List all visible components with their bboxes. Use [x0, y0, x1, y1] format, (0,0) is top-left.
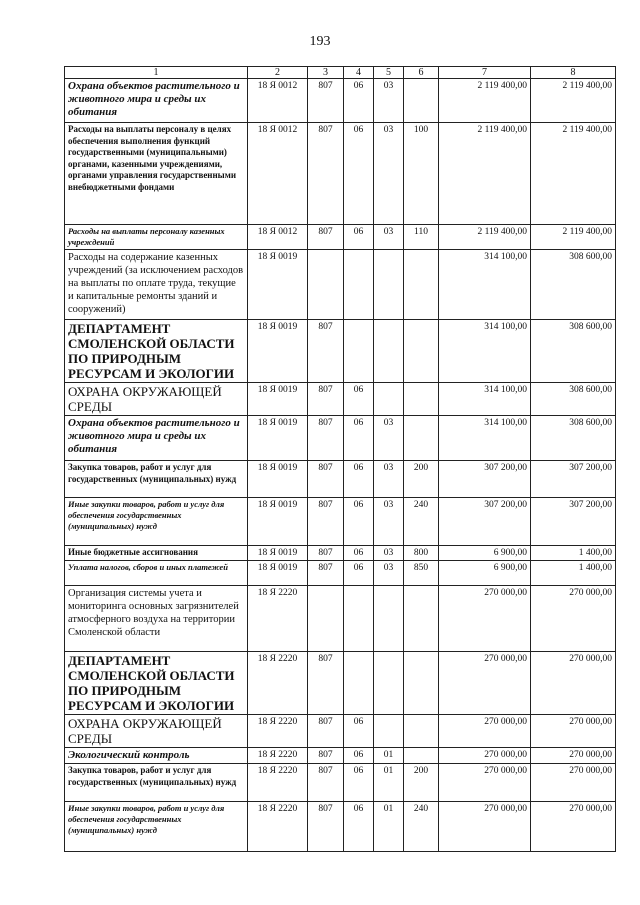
amount-year-2: 270 000,00 [531, 652, 616, 715]
ministry-code: 807 [308, 802, 344, 852]
subsection-code: 01 [374, 802, 404, 852]
section-code: 06 [344, 123, 374, 225]
section-code [344, 250, 374, 320]
amount-year-2: 270 000,00 [531, 715, 616, 748]
amount-year-1: 314 100,00 [439, 383, 531, 416]
row-name: ОХРАНА ОКРУЖАЮЩЕЙ СРЕДЫ [65, 715, 248, 748]
target-article: 18 Я 0019 [248, 546, 308, 561]
subsection-code [374, 652, 404, 715]
header-cell: 6 [404, 67, 439, 79]
target-article: 18 Я 0019 [248, 416, 308, 461]
target-article: 18 Я 0019 [248, 461, 308, 498]
section-code: 06 [344, 748, 374, 764]
row-name: Закупка товаров, работ и услуг для государственных (муниципальных) нужд [65, 764, 248, 802]
subsection-code [374, 383, 404, 416]
section-code: 06 [344, 561, 374, 586]
table-row [65, 123, 616, 225]
subsection-code: 03 [374, 225, 404, 250]
budget-table [64, 66, 616, 852]
target-article: 18 Я 0012 [248, 79, 308, 123]
amount-year-2: 1 400,00 [531, 546, 616, 561]
target-article: 18 Я 0019 [248, 320, 308, 383]
row-name: Уплата налогов, сборов и иных платежей [65, 561, 248, 586]
amount-year-1: 2 119 400,00 [439, 79, 531, 123]
row-name: Расходы на содержание казенных учреждений (за исключением расходов на выплаты по оплате труда, текущие и капитальные ремонты зданий и сооружений) [65, 250, 248, 320]
header-cell: 4 [344, 67, 374, 79]
row-name: ОХРАНА ОКРУЖАЮЩЕЙ СРЕДЫ [65, 383, 248, 416]
header-cell: 5 [374, 67, 404, 79]
row-name: ДЕПАРТАМЕНТ СМОЛЕНСКОЙ ОБЛАСТИ ПО ПРИРОДНЫМ РЕСУРСАМ И ЭКОЛОГИИ [65, 320, 248, 383]
row-name: Иные закупки товаров, работ и услуг для обеспечения государственных (муниципальных) нужд [65, 802, 248, 852]
row-name: Иные закупки товаров, работ и услуг для обеспечения государственных (муниципальных) нужд [65, 498, 248, 546]
target-article: 18 Я 0012 [248, 123, 308, 225]
expense-type: 100 [404, 123, 439, 225]
amount-year-1: 2 119 400,00 [439, 123, 531, 225]
ministry-code: 807 [308, 123, 344, 225]
table-row [65, 320, 616, 383]
expense-type: 800 [404, 546, 439, 561]
expense-type [404, 320, 439, 383]
section-code: 06 [344, 498, 374, 546]
amount-year-1: 270 000,00 [439, 802, 531, 852]
table-row [65, 79, 616, 123]
table-row [65, 561, 616, 586]
row-name: Закупка товаров, работ и услуг для государственных (муниципальных) нужд [65, 461, 248, 498]
expense-type [404, 586, 439, 652]
expense-type: 200 [404, 764, 439, 802]
expense-type: 110 [404, 225, 439, 250]
table-row [65, 586, 616, 652]
amount-year-2: 308 600,00 [531, 250, 616, 320]
subsection-code: 03 [374, 546, 404, 561]
amount-year-2: 2 119 400,00 [531, 79, 616, 123]
subsection-code [374, 586, 404, 652]
section-code: 06 [344, 416, 374, 461]
subsection-code: 03 [374, 123, 404, 225]
table-row [65, 715, 616, 748]
ministry-code: 807 [308, 383, 344, 416]
header-cell: 1 [65, 67, 248, 79]
ministry-code: 807 [308, 225, 344, 250]
section-code [344, 320, 374, 383]
table-row [65, 250, 616, 320]
table-row [65, 748, 616, 764]
amount-year-1: 2 119 400,00 [439, 225, 531, 250]
target-article: 18 Я 2220 [248, 748, 308, 764]
amount-year-1: 270 000,00 [439, 748, 531, 764]
table-row [65, 546, 616, 561]
section-code: 06 [344, 383, 374, 416]
section-code: 06 [344, 225, 374, 250]
target-article: 18 Я 2220 [248, 652, 308, 715]
page-number: 193 [309, 34, 331, 49]
table-row [65, 225, 616, 250]
subsection-code: 03 [374, 79, 404, 123]
ministry-code: 807 [308, 546, 344, 561]
table-row [65, 802, 616, 852]
ministry-code: 807 [308, 561, 344, 586]
expense-type: 240 [404, 802, 439, 852]
ministry-code: 807 [308, 715, 344, 748]
amount-year-2: 270 000,00 [531, 586, 616, 652]
row-name: Охрана объектов растительного и животного мира и среды их обитания [65, 79, 248, 123]
section-code: 06 [344, 764, 374, 802]
row-name: Расходы на выплаты персоналу казенных учреждений [65, 225, 248, 250]
ministry-code [308, 250, 344, 320]
amount-year-2: 308 600,00 [531, 416, 616, 461]
section-code: 06 [344, 461, 374, 498]
target-article: 18 Я 2220 [248, 802, 308, 852]
target-article: 18 Я 2220 [248, 586, 308, 652]
target-article: 18 Я 2220 [248, 715, 308, 748]
row-name: Расходы на выплаты персоналу в целях обеспечения выполнения функций государственными (муниципальными) органами, казенными учреждениями, органами управления государственными внебюджетными фондами [65, 123, 248, 225]
amount-year-2: 2 119 400,00 [531, 225, 616, 250]
amount-year-2: 270 000,00 [531, 802, 616, 852]
header-cell: 7 [439, 67, 531, 79]
amount-year-2: 307 200,00 [531, 498, 616, 546]
ministry-code: 807 [308, 652, 344, 715]
subsection-code: 03 [374, 461, 404, 498]
subsection-code [374, 715, 404, 748]
amount-year-1: 6 900,00 [439, 546, 531, 561]
ministry-code: 807 [308, 498, 344, 546]
expense-type [404, 416, 439, 461]
amount-year-1: 314 100,00 [439, 416, 531, 461]
expense-type [404, 250, 439, 320]
expense-type [404, 715, 439, 748]
ministry-code: 807 [308, 748, 344, 764]
amount-year-1: 270 000,00 [439, 764, 531, 802]
header-cell: 8 [531, 67, 616, 79]
expense-type: 200 [404, 461, 439, 498]
section-code: 06 [344, 802, 374, 852]
expense-type [404, 748, 439, 764]
table-row [65, 764, 616, 802]
row-name: ДЕПАРТАМЕНТ СМОЛЕНСКОЙ ОБЛАСТИ ПО ПРИРОДНЫМ РЕСУРСАМ И ЭКОЛОГИИ [65, 652, 248, 715]
expense-type: 850 [404, 561, 439, 586]
expense-type [404, 79, 439, 123]
table-row [65, 652, 616, 715]
amount-year-2: 2 119 400,00 [531, 123, 616, 225]
amount-year-1: 307 200,00 [439, 461, 531, 498]
amount-year-2: 270 000,00 [531, 764, 616, 802]
subsection-code: 03 [374, 416, 404, 461]
section-code [344, 586, 374, 652]
expense-type [404, 652, 439, 715]
amount-year-2: 270 000,00 [531, 748, 616, 764]
row-name: Охрана объектов растительного и животного мира и среды их обитания [65, 416, 248, 461]
section-code: 06 [344, 79, 374, 123]
target-article: 18 Я 0019 [248, 250, 308, 320]
amount-year-1: 307 200,00 [439, 498, 531, 546]
subsection-code [374, 250, 404, 320]
amount-year-2: 1 400,00 [531, 561, 616, 586]
amount-year-2: 308 600,00 [531, 320, 616, 383]
table-header-row [65, 67, 616, 79]
target-article: 18 Я 0019 [248, 561, 308, 586]
amount-year-1: 270 000,00 [439, 586, 531, 652]
subsection-code: 01 [374, 764, 404, 802]
amount-year-2: 307 200,00 [531, 461, 616, 498]
subsection-code: 01 [374, 748, 404, 764]
amount-year-1: 314 100,00 [439, 250, 531, 320]
target-article: 18 Я 0012 [248, 225, 308, 250]
subsection-code: 03 [374, 498, 404, 546]
ministry-code [308, 586, 344, 652]
header-cell: 3 [308, 67, 344, 79]
ministry-code: 807 [308, 764, 344, 802]
section-code: 06 [344, 546, 374, 561]
ministry-code: 807 [308, 79, 344, 123]
expense-type: 240 [404, 498, 439, 546]
table-row [65, 461, 616, 498]
ministry-code: 807 [308, 461, 344, 498]
expense-type [404, 383, 439, 416]
ministry-code: 807 [308, 416, 344, 461]
amount-year-2: 308 600,00 [531, 383, 616, 416]
amount-year-1: 270 000,00 [439, 652, 531, 715]
amount-year-1: 6 900,00 [439, 561, 531, 586]
target-article: 18 Я 0019 [248, 498, 308, 546]
amount-year-1: 314 100,00 [439, 320, 531, 383]
table-row [65, 383, 616, 416]
ministry-code: 807 [308, 320, 344, 383]
table-row [65, 416, 616, 461]
target-article: 18 Я 0019 [248, 383, 308, 416]
row-name: Экологический контроль [65, 748, 248, 764]
section-code: 06 [344, 715, 374, 748]
target-article: 18 Я 2220 [248, 764, 308, 802]
table-row [65, 498, 616, 546]
subsection-code: 03 [374, 561, 404, 586]
amount-year-1: 270 000,00 [439, 715, 531, 748]
header-cell: 2 [248, 67, 308, 79]
row-name: Организация системы учета и мониторинга основных загрязнителей атмосферного воздуха на территории Смоленской области [65, 586, 248, 652]
section-code [344, 652, 374, 715]
subsection-code [374, 320, 404, 383]
row-name: Иные бюджетные ассигнования [65, 546, 248, 561]
